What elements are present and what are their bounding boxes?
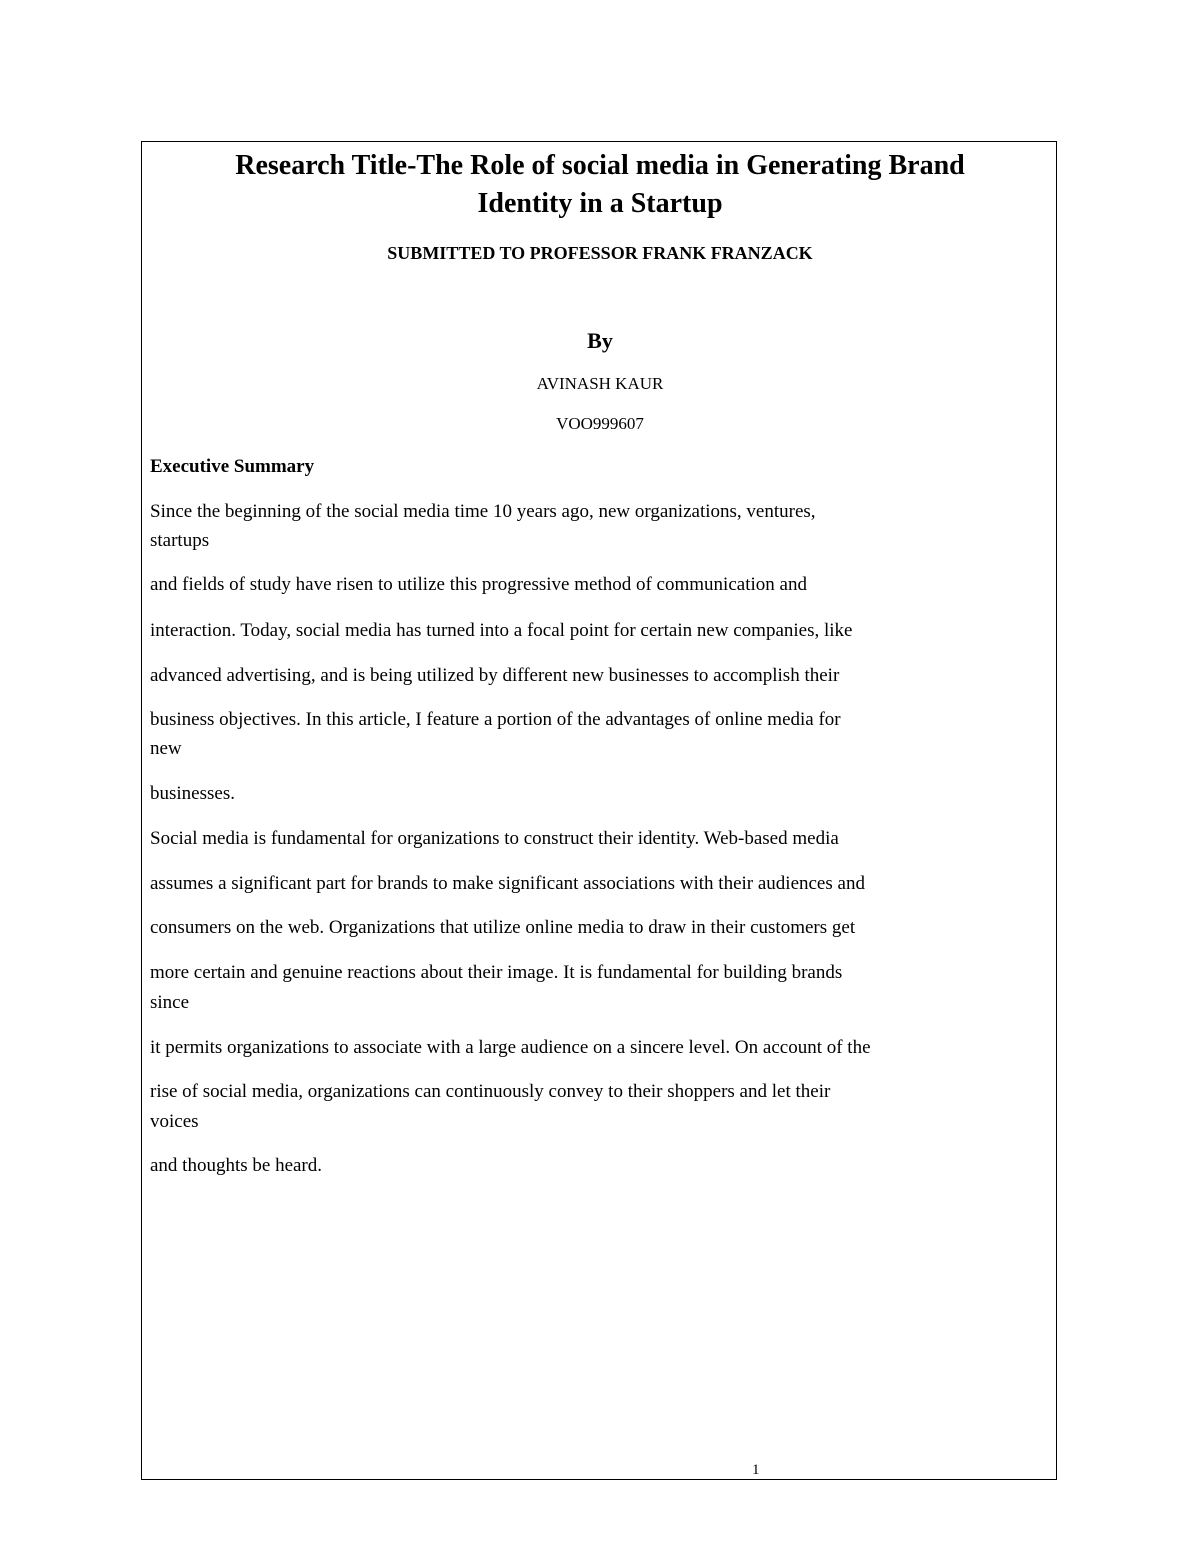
author-name: AVINASH KAUR — [536, 374, 664, 393]
body-line: new — [150, 738, 182, 759]
by-label: By — [587, 328, 613, 353]
body-line: it permits organizations to associate with a large audience on a sincere level. On account of the — [150, 1037, 871, 1058]
executive-summary-heading: Executive Summary — [150, 456, 315, 477]
body-line: assumes a significant part for brands to make significant associations with their audiences and — [150, 873, 865, 894]
body-line: since — [150, 992, 190, 1013]
page-number: 1 — [752, 1462, 760, 1478]
student-id: VOO999607 — [556, 414, 644, 433]
body-line: interaction. Today, social media has turned into a focal point for certain new companies, like — [150, 620, 853, 641]
title-line-1: Research Title-The Role of social media in Generating Brand — [235, 150, 965, 181]
body-line: consumers on the web. Organizations that utilize online media to draw in their customers get — [150, 917, 856, 938]
body-line: voices — [150, 1111, 199, 1132]
body-line: businesses. — [150, 783, 235, 804]
body-line: startups — [150, 530, 210, 551]
body-line: business objectives. In this article, I feature a portion of the advantages of online media for — [150, 709, 841, 730]
submitted-to: SUBMITTED TO PROFESSOR FRANK FRANZACK — [387, 243, 813, 263]
body-line: and fields of study have risen to utilize this progressive method of communication and — [150, 574, 807, 595]
document-title — [0, 147, 1200, 223]
body-line: Since the beginning of the social media time 10 years ago, new organizations, ventures, — [150, 501, 816, 522]
body-line: and thoughts be heard. — [150, 1155, 323, 1176]
body-line: advanced advertising, and is being utilized by different new businesses to accomplish their — [150, 665, 840, 686]
body-line: more certain and genuine reactions about their image. It is fundamental for building brands — [150, 962, 843, 983]
title-line-2: Identity in a Startup — [477, 188, 723, 219]
body-line: Social media is fundamental for organizations to construct their identity. Web-based media — [150, 828, 839, 849]
body-line: rise of social media, organizations can continuously convey to their shoppers and let their — [150, 1081, 831, 1102]
